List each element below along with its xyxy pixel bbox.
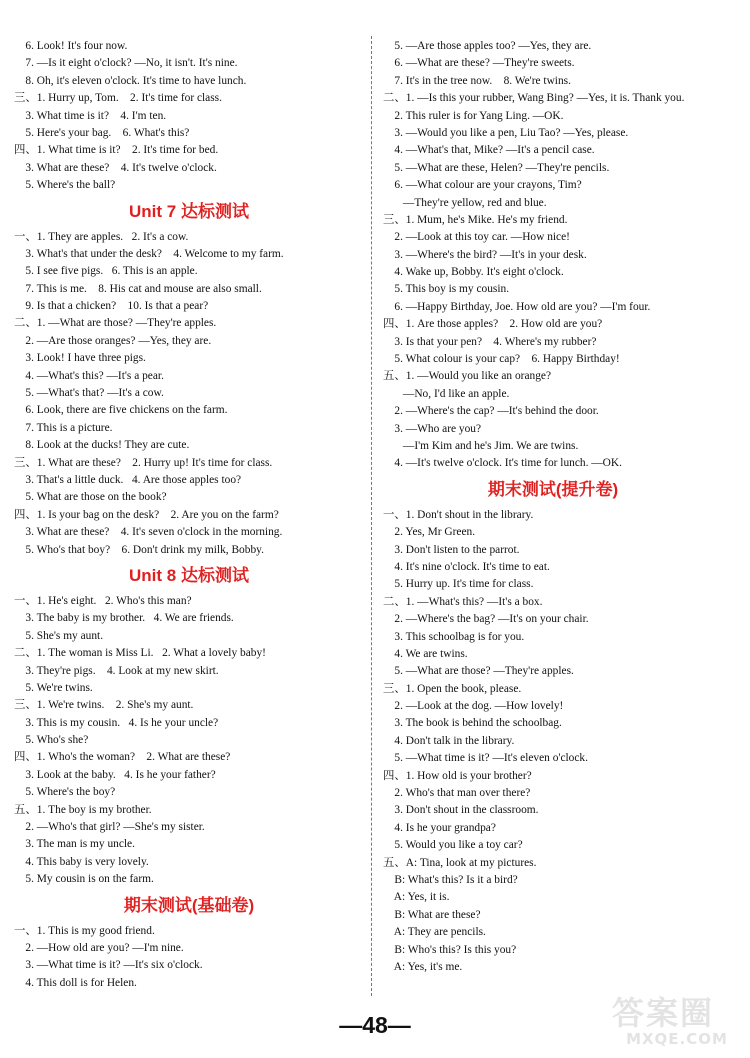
answer-line: 5. This boy is my cousin. <box>383 283 510 296</box>
answer-line: 7. This is me. 8. His cat and mouse are also small. <box>14 282 262 295</box>
answer-line: B: What's this? Is it a bird? <box>383 873 518 886</box>
answer-line: 5. Here's your bag. 6. What's this? <box>14 126 190 139</box>
answer-line: 5. We're twins. <box>14 681 93 694</box>
answer-line: 2. —Are those oranges? —Yes, they are. <box>14 334 212 347</box>
answer-line: 3. —Would you like a pen, Liu Tao? —Yes, please. <box>383 126 629 139</box>
answer-line: 3. That's a little duck. 4. Are those apples too? <box>14 473 242 486</box>
answer-line: 一、1. They are apples. 2. It's a cow. <box>14 230 189 243</box>
answer-line: 7. —Is it eight o'clock? —No, it isn't. It's nine. <box>14 57 238 70</box>
answer-line: 3. They're pigs. 4. Look at my new skirt. <box>14 664 219 677</box>
answer-line: 5. —What's that? —It's a cow. <box>14 387 164 400</box>
answer-line: 3. The book is behind the schoolbag. <box>383 717 562 730</box>
answer-line: 4. This baby is very lovely. <box>14 855 149 868</box>
section-heading: 期末测试(提升卷) <box>487 479 619 499</box>
answer-line: 5. —What are these, Helen? —They're pencils. <box>383 161 610 174</box>
answer-line: 3. What are these? 4. It's twelve o'clock. <box>14 161 217 174</box>
answer-line: 6. —What are these? —They're sweets. <box>383 57 575 70</box>
answer-line: 5. Where's the ball? <box>14 179 116 192</box>
answer-line: —No, I'd like an apple. <box>383 387 510 400</box>
answer-line: —I'm Kim and he's Jim. We are twins. <box>383 439 579 452</box>
answer-line: 2. —How old are you? —I'm nine. <box>14 941 184 954</box>
answer-line: 3. The man is my uncle. <box>14 838 135 851</box>
answer-line: 三、1. What are these? 2. Hurry up! It's time for class. <box>14 456 273 469</box>
answer-line: 2. This ruler is for Yang Ling. —OK. <box>383 109 564 122</box>
answer-line: 3. Is that your pen? 4. Where's my rubber? <box>383 335 597 348</box>
answer-line: 4. —What's that, Mike? —It's a pencil case. <box>383 144 595 157</box>
answer-line: 5. —What time is it? —It's eleven o'clock. <box>383 752 588 765</box>
watermark-text-bottom: MXQE.COM <box>626 1030 728 1048</box>
answer-line: 2. Yes, Mr Green. <box>383 526 476 539</box>
answer-line: 4. It's nine o'clock. It's time to eat. <box>383 560 550 573</box>
answer-line: A: Yes, it's me. <box>383 960 463 973</box>
answer-line: 3. This schoolbag is for you. <box>383 630 525 643</box>
answer-line: 6. —What colour are your crayons, Tim? <box>383 179 582 192</box>
answer-line: 4. We are twins. <box>383 647 468 660</box>
answer-line: 2. —Where's the cap? —It's behind the door. <box>383 405 599 418</box>
answer-line: 3. This is my cousin. 4. Is he your uncle? <box>14 716 219 729</box>
answer-line: B: Who's this? Is this you? <box>383 943 517 956</box>
answer-line: 5. My cousin is on the farm. <box>14 873 154 886</box>
answer-line: 3. Don't shout in the classroom. <box>383 804 539 817</box>
answer-line: 5. Who's she? <box>14 734 89 747</box>
section-heading: Unit 7 达标测试 <box>129 201 249 221</box>
answer-line: 二、1. The woman is Miss Li. 2. What a lovely baby! <box>14 647 266 660</box>
answer-line: 五、A: Tina, look at my pictures. <box>383 856 537 869</box>
answer-line: B: What are these? <box>383 908 481 921</box>
answer-line: 四、1. Are those apples? 2. How old are you? <box>383 318 603 331</box>
answer-line: 4. —What's this? —It's a pear. <box>14 369 164 382</box>
answer-line: 5. Would you like a toy car? <box>383 839 523 852</box>
answer-line: 4. —It's twelve o'clock. It's time for lunch. —OK. <box>383 457 622 470</box>
answer-line: 2. —Where's the bag? —It's on your chair. <box>383 613 589 626</box>
answer-line: 6. Look, there are five chickens on the farm. <box>14 404 228 417</box>
answer-line: 四、1. What time is it? 2. It's time for bed. <box>14 144 219 157</box>
left-answer-column <box>14 38 364 992</box>
answer-line: 5. Hurry up. It's time for class. <box>383 578 534 591</box>
answer-line: 3. —Who are you? <box>383 422 482 435</box>
answer-line: —They're yellow, red and blue. <box>383 196 547 209</box>
answer-line: 6. Look! It's four now. <box>14 40 128 52</box>
answer-line: 2. —Look at this toy car. —How nice! <box>383 231 570 244</box>
answer-line: 三、1. We're twins. 2. She's my aunt. <box>14 699 194 712</box>
answer-line: 4. Is he your grandpa? <box>383 821 496 834</box>
answer-line: 2. —Who's that girl? —She's my sister. <box>14 821 205 834</box>
answer-line: 5. What are those on the book? <box>14 491 167 504</box>
right-answer-column <box>383 38 723 976</box>
answer-line: 2. Who's that man over there? <box>383 787 531 800</box>
answer-line: 7. This is a picture. <box>14 421 113 434</box>
column-divider <box>371 36 372 996</box>
answer-line: 5. She's my aunt. <box>14 629 104 642</box>
answer-line: 三、1. Hurry up, Tom. 2. It's time for class. <box>14 92 222 105</box>
answer-line: 一、1. This is my good friend. <box>14 924 155 937</box>
answer-line: 三、1. Open the book, please. <box>383 682 522 695</box>
answer-line: 二、1. —What's this? —It's a box. <box>383 595 543 608</box>
answer-line: 二、1. —Is this your rubber, Wang Bing? —Yes, it is. Thank you. <box>383 92 685 105</box>
answer-line: 5. Who's that boy? 6. Don't drink my milk, Bobby. <box>14 543 264 556</box>
answer-line: 3. Look! I have three pigs. <box>14 352 146 365</box>
answer-line: 6. —Happy Birthday, Joe. How old are you? —I'm four. <box>383 300 651 313</box>
answer-line: A: They are pencils. <box>383 926 486 939</box>
answer-line: 3. The baby is my brother. 4. We are friends. <box>14 612 234 625</box>
answer-line: 5. What colour is your cap? 6. Happy Birthday! <box>383 353 620 366</box>
answer-line: 四、1. Who's the woman? 2. What are these? <box>14 751 231 764</box>
answer-line: 5. —What are those? —They're apples. <box>383 665 574 678</box>
answer-line: 四、1. Is your bag on the desk? 2. Are you on the farm? <box>14 508 279 521</box>
answer-line: 3. What's that under the desk? 4. Welcome to my farm. <box>14 247 284 260</box>
watermark-logo <box>612 996 742 1054</box>
answer-line: 五、1. —Would you like an orange? <box>383 370 552 383</box>
answer-line: 5. Where's the boy? <box>14 786 116 799</box>
answer-line: 三、1. Mum, he's Mike. He's my friend. <box>383 213 568 226</box>
answer-line: 3. Don't listen to the parrot. <box>383 543 520 556</box>
answer-line: 8. Look at the ducks! They are cute. <box>14 439 190 452</box>
answer-line: 4. Wake up, Bobby. It's eight o'clock. <box>383 266 564 279</box>
answer-line: 8. Oh, it's eleven o'clock. It's time to have lunch. <box>14 74 247 87</box>
answer-line: 一、1. He's eight. 2. Who's this man? <box>14 594 192 607</box>
answer-line: 3. What time is it? 4. I'm ten. <box>14 109 167 122</box>
answer-line: 7. It's in the tree now. 8. We're twins. <box>383 74 571 87</box>
answer-line: 3. What are these? 4. It's seven o'clock in the morning. <box>14 526 283 539</box>
answer-line: 5. —Are those apples too? —Yes, they are. <box>383 40 592 52</box>
answer-line: 3. Look at the baby. 4. Is he your father? <box>14 768 216 781</box>
answer-line: 2. —Look at the dog. —How lovely! <box>383 700 564 713</box>
answer-line: 四、1. How old is your brother? <box>383 769 532 782</box>
section-heading: Unit 8 达标测试 <box>129 565 249 585</box>
answer-line: 4. Don't talk in the library. <box>383 734 515 747</box>
answer-line: 一、1. Don't shout in the library. <box>383 508 534 521</box>
answer-line: 9. Is that a chicken? 10. Is that a pear? <box>14 300 209 313</box>
answer-line: A: Yes, it is. <box>383 891 450 904</box>
answer-line: 3. —What time is it? —It's six o'clock. <box>14 959 203 972</box>
watermark-text-top: 答案圈 <box>612 994 715 1032</box>
section-heading: 期末测试(基础卷) <box>123 895 255 915</box>
answer-line: 4. This doll is for Helen. <box>14 976 137 989</box>
answer-line: 二、1. —What are those? —They're apples. <box>14 317 217 330</box>
answer-line: 五、1. The boy is my brother. <box>14 803 152 816</box>
answer-line: 3. —Where's the bird? —It's in your desk. <box>383 248 587 261</box>
answer-line: 5. I see five pigs. 6. This is an apple. <box>14 265 198 278</box>
page-number: —48— <box>339 1012 411 1038</box>
